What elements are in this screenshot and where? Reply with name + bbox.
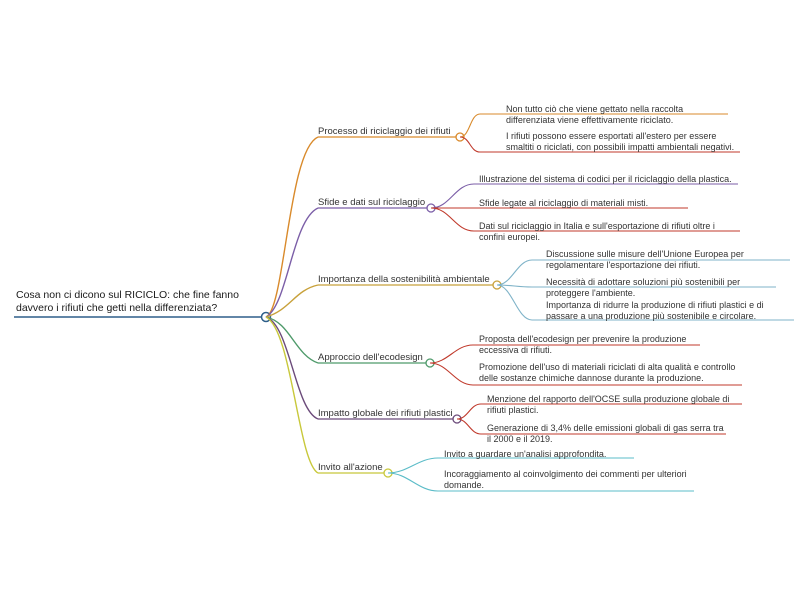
branch-line-1 <box>266 137 318 317</box>
leaf-label-2-2[interactable]: Sfide legate al riciclaggio di materiali misti. <box>479 198 649 208</box>
root-node-label[interactable]: Cosa non ci dicono sul RICICLO: che fine fanno davvero i rifiuti che getti nella differenziata? <box>16 289 239 315</box>
leaf-line-2-1 <box>431 184 474 208</box>
branch-line-3 <box>266 285 318 317</box>
leaf-label-6-1[interactable]: Invito a guardare un'analisi approfondita. <box>444 449 607 459</box>
branch-label-ecodesign[interactable]: Approccio dell'ecodesign <box>318 352 423 363</box>
leaf-label-1-2[interactable]: I rifiuti possono essere esportati all'estero per essere smaltiti o riciclati, con possibili impatti ambientali negativi. <box>506 131 735 153</box>
leaf-line-3-1 <box>497 260 532 285</box>
leaf-line-6-2 <box>388 473 438 491</box>
leaf-line-2-3 <box>431 208 474 231</box>
leaf-label-2-3[interactable]: Dati sul riciclaggio in Italia e sull'esportazione di rifiuti oltre i confini europei. <box>479 221 715 243</box>
leaf-line-4-2 <box>430 363 473 385</box>
leaf-line-4-1 <box>430 345 473 363</box>
branch-line-5 <box>266 317 318 419</box>
leaf-label-4-1[interactable]: Proposta dell'ecodesign per prevenire la produzione eccessiva di rifiuti. <box>479 334 687 356</box>
leaf-label-2-1[interactable]: Illustrazione del sistema di codici per il riciclaggio della plastica. <box>479 174 732 184</box>
leaf-label-5-2[interactable]: Generazione di 3,4% delle emissioni globali di gas serra tra il 2000 e il 2019. <box>487 423 724 445</box>
branch-label-processo[interactable]: Processo di riciclaggio dei rifiuti <box>318 126 451 137</box>
leaf-label-3-3[interactable]: Importanza di ridurre la produzione di rifiuti plastici e di passare a una produzione più sostenibile e circolare. <box>546 300 764 322</box>
branch-label-sostenibilita[interactable]: Importanza della sostenibilità ambientale <box>318 274 490 285</box>
leaf-line-3-3 <box>497 285 532 320</box>
branch-label-sfide[interactable]: Sfide e dati sul riciclaggio <box>318 197 426 208</box>
branch-line-6 <box>266 317 318 473</box>
leaf-label-4-2[interactable]: Promozione dell'uso di materiali riciclati di alta qualità e controllo delle sostanze chimiche dannose durante la produzione. <box>479 362 736 384</box>
branch-label-invito[interactable]: Invito all'azione <box>318 462 383 473</box>
leaf-label-3-1[interactable]: Discussione sulle misure dell'Unione Europea per regolamentare l'esportazione dei rifiuti. <box>546 249 744 271</box>
leaf-label-3-2[interactable]: Necessità di adottare soluzioni più sostenibili per proteggere l'ambiente. <box>546 277 741 299</box>
leaf-label-5-1[interactable]: Menzione del rapporto dell'OCSE sulla produzione globale di rifiuti plastici. <box>487 394 730 416</box>
leaf-label-6-2[interactable]: Incoraggiamento al coinvolgimento dei commenti per ulteriori domande. <box>444 469 687 491</box>
leaf-label-1-1[interactable]: Non tutto ciò che viene gettato nella raccolta differenziata viene effettivamente riciclato. <box>506 104 684 126</box>
branch-label-impatto[interactable]: Impatto globale dei rifiuti plastici <box>318 408 453 419</box>
